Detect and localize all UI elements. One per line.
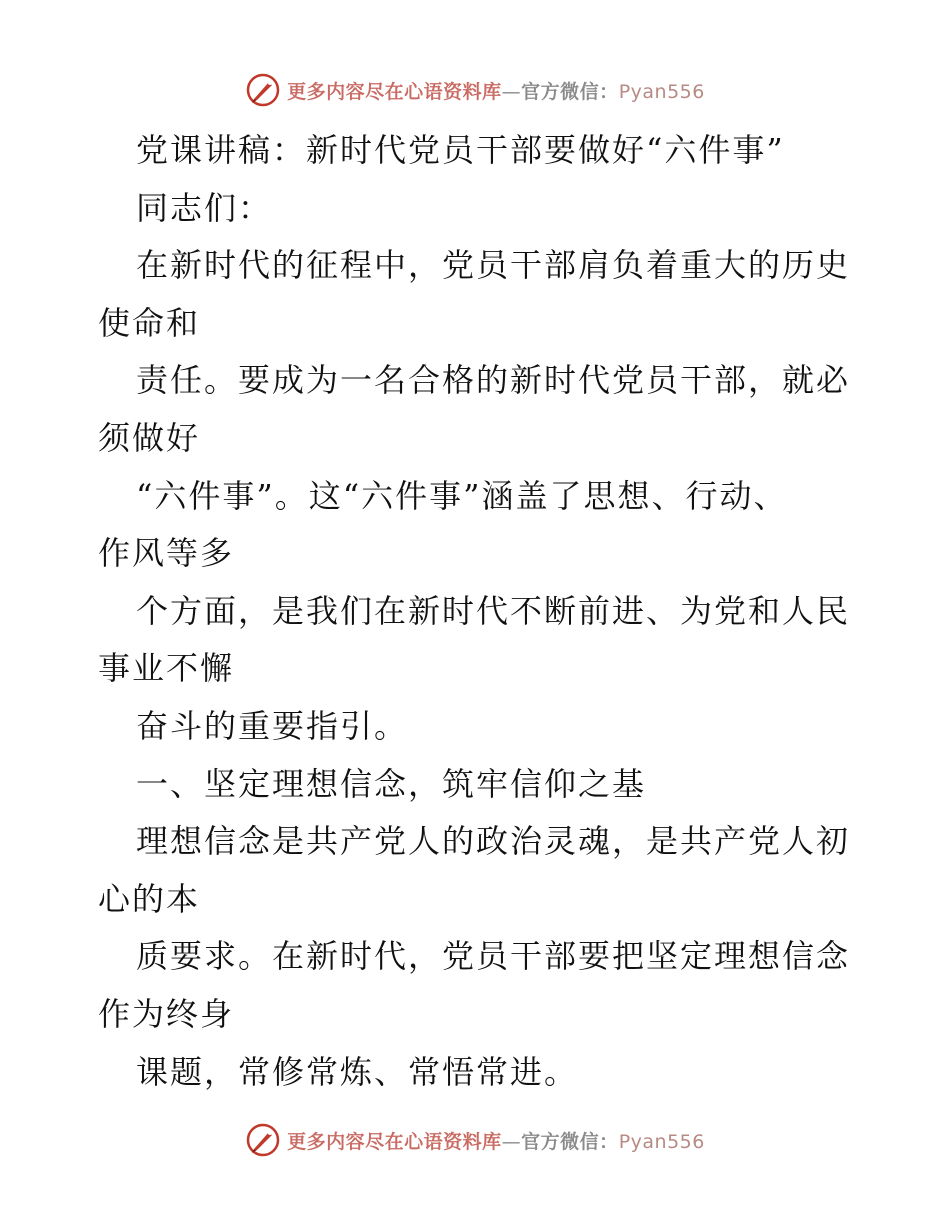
banner-separator: — xyxy=(501,80,522,103)
banner-wechat-id: Pyan556 xyxy=(618,80,705,103)
document-line: “六件事”。这“六件事”涵盖了思想、行动、 xyxy=(136,476,788,515)
banner-separator: — xyxy=(501,1130,522,1153)
banner-wechat-label: 官方微信： xyxy=(521,80,619,103)
document-line: 在新时代的征程中，党员干部肩负着重大的历史 xyxy=(136,246,851,285)
quill-logo-icon xyxy=(245,72,281,108)
document-line: 理想信念是共产党人的政治灵魂，是共产党人初 xyxy=(136,822,851,861)
document-line: 使命和 xyxy=(98,303,201,342)
document-line: 个方面，是我们在新时代不断前进、为党和人民 xyxy=(136,591,851,630)
document-line: 党课讲稿：新时代党员干部要做好“六件事” xyxy=(136,131,785,169)
banner-main-text: 更多内容尽在心语资料库 xyxy=(287,80,502,103)
document-line: 责任。要成为一名合格的新时代党员干部，就必 xyxy=(136,361,851,400)
header-watermark-banner xyxy=(0,70,950,110)
quill-logo-icon xyxy=(245,1122,281,1158)
footer-watermark-banner xyxy=(0,1120,950,1160)
document-body xyxy=(98,122,858,1101)
document-line: 事业不懈 xyxy=(98,649,235,688)
document-line: 作为终身 xyxy=(98,994,235,1033)
document-line: 须做好 xyxy=(98,418,201,457)
document-line: 作风等多 xyxy=(98,534,235,573)
document-line: 课题，常修常炼、常悟常进。 xyxy=(136,1052,579,1091)
document-line: 奋斗的重要指引。 xyxy=(136,706,409,745)
document-line: 同志们： xyxy=(136,188,273,227)
document-line: 一、坚定理想信念，筑牢信仰之基 xyxy=(136,764,647,803)
document-line: 心的本 xyxy=(98,879,201,918)
banner-main-text: 更多内容尽在心语资料库 xyxy=(287,1130,502,1153)
banner-wechat-label: 官方微信： xyxy=(521,1130,619,1153)
banner-wechat-id: Pyan556 xyxy=(618,1130,705,1153)
document-line: 质要求。在新时代，党员干部要把坚定理想信念 xyxy=(136,937,851,976)
